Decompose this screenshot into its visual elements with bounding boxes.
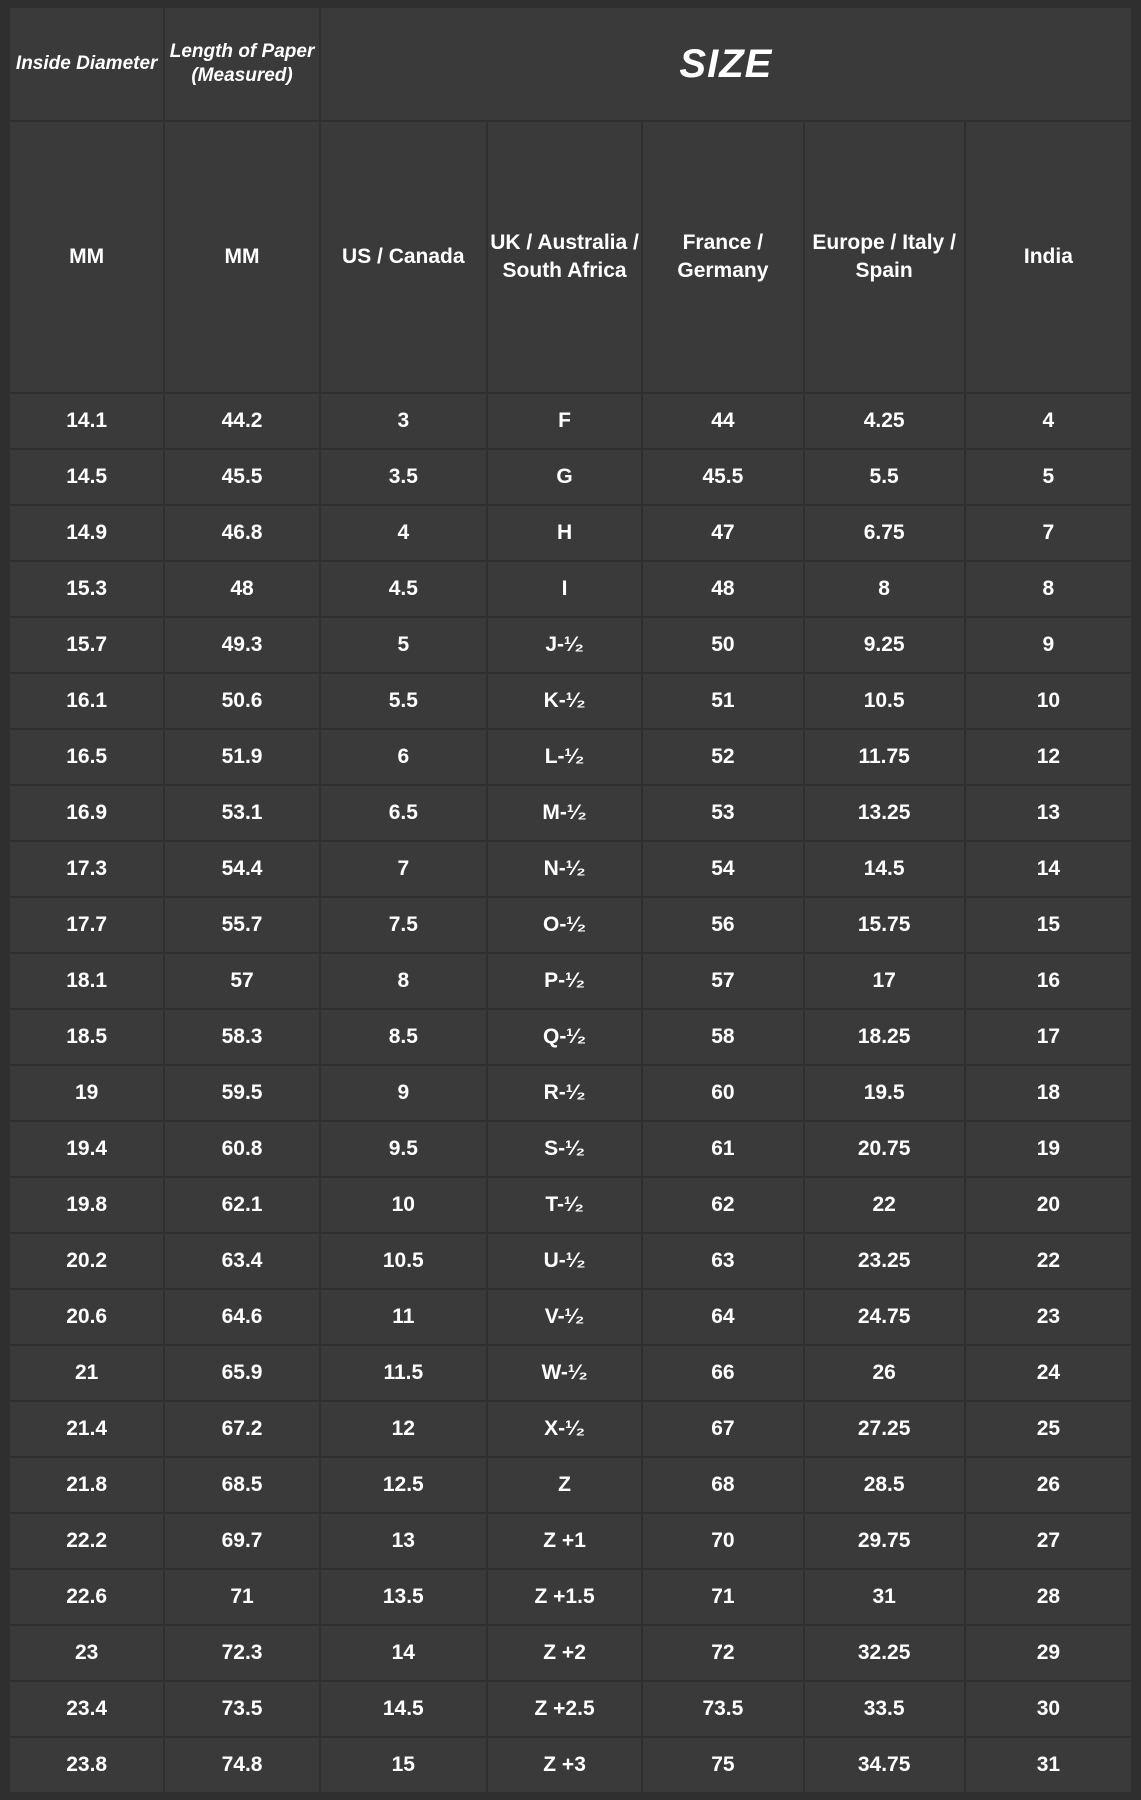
cell-length-of-paper: 72.3 (165, 1626, 318, 1680)
cell-length-of-paper: 48 (165, 562, 318, 616)
cell-inside-diameter: 20.2 (10, 1234, 163, 1288)
cell-length-of-paper: 46.8 (165, 506, 318, 560)
cell-india: 5 (966, 450, 1131, 504)
cell-us-canada: 6 (321, 730, 486, 784)
cell-europe-italy-spain: 32.25 (805, 1626, 964, 1680)
cell-length-of-paper: 60.8 (165, 1122, 318, 1176)
cell-length-of-paper: 63.4 (165, 1234, 318, 1288)
cell-inside-diameter: 16.5 (10, 730, 163, 784)
cell-france-germany: 45.5 (643, 450, 802, 504)
cell-inside-diameter: 14.5 (10, 450, 163, 504)
cell-france-germany: 73.5 (643, 1682, 802, 1736)
cell-uk-australia-south-africa: V-¹⁄₂ (488, 1290, 641, 1344)
cell-us-canada: 14.5 (321, 1682, 486, 1736)
cell-india: 23 (966, 1290, 1131, 1344)
cell-us-canada: 14 (321, 1626, 486, 1680)
cell-france-germany: 47 (643, 506, 802, 560)
table-row (10, 1626, 1131, 1680)
cell-length-of-paper: 57 (165, 954, 318, 1008)
table-row (10, 618, 1131, 672)
cell-india: 13 (966, 786, 1131, 840)
cell-inside-diameter: 19 (10, 1066, 163, 1120)
cell-europe-italy-spain: 24.75 (805, 1290, 964, 1344)
cell-inside-diameter: 18.5 (10, 1010, 163, 1064)
cell-europe-italy-spain: 18.25 (805, 1010, 964, 1064)
cell-us-canada: 3 (321, 394, 486, 448)
table-row (10, 1458, 1131, 1512)
cell-us-canada: 13.5 (321, 1570, 486, 1624)
table-row (10, 450, 1131, 504)
cell-france-germany: 67 (643, 1402, 802, 1456)
table-row (10, 674, 1131, 728)
cell-uk-australia-south-africa: W-¹⁄₂ (488, 1346, 641, 1400)
cell-france-germany: 62 (643, 1178, 802, 1232)
table-row (10, 954, 1131, 1008)
cell-france-germany: 63 (643, 1234, 802, 1288)
cell-us-canada: 4.5 (321, 562, 486, 616)
cell-inside-diameter: 19.4 (10, 1122, 163, 1176)
size-table (8, 6, 1133, 1794)
cell-france-germany: 48 (643, 562, 802, 616)
cell-us-canada: 8 (321, 954, 486, 1008)
table-row (10, 898, 1131, 952)
cell-uk-australia-south-africa: Z +2.5 (488, 1682, 641, 1736)
cell-uk-australia-south-africa: Z +1.5 (488, 1570, 641, 1624)
cell-uk-australia-south-africa: Z +1 (488, 1514, 641, 1568)
header-unit-us-canada: US / Canada (321, 122, 486, 392)
cell-europe-italy-spain: 13.25 (805, 786, 964, 840)
cell-india: 18 (966, 1066, 1131, 1120)
table-row (10, 730, 1131, 784)
cell-europe-italy-spain: 8 (805, 562, 964, 616)
table-row (10, 1290, 1131, 1344)
table-row (10, 1010, 1131, 1064)
cell-uk-australia-south-africa: H (488, 506, 641, 560)
table-row (10, 562, 1131, 616)
cell-inside-diameter: 22.6 (10, 1570, 163, 1624)
cell-uk-australia-south-africa: J-¹⁄₂ (488, 618, 641, 672)
table-body (10, 394, 1131, 1792)
cell-inside-diameter: 16.1 (10, 674, 163, 728)
cell-inside-diameter: 14.1 (10, 394, 163, 448)
cell-india: 26 (966, 1458, 1131, 1512)
cell-europe-italy-spain: 31 (805, 1570, 964, 1624)
cell-france-germany: 51 (643, 674, 802, 728)
cell-india: 7 (966, 506, 1131, 560)
cell-india: 10 (966, 674, 1131, 728)
cell-inside-diameter: 14.9 (10, 506, 163, 560)
header-unit-uk-australia-south-africa: UK / Australia / South Africa (488, 122, 641, 392)
cell-uk-australia-south-africa: I (488, 562, 641, 616)
cell-france-germany: 50 (643, 618, 802, 672)
cell-france-germany: 68 (643, 1458, 802, 1512)
cell-length-of-paper: 50.6 (165, 674, 318, 728)
cell-uk-australia-south-africa: F (488, 394, 641, 448)
cell-uk-australia-south-africa: P-¹⁄₂ (488, 954, 641, 1008)
cell-europe-italy-spain: 14.5 (805, 842, 964, 896)
cell-inside-diameter: 18.1 (10, 954, 163, 1008)
cell-inside-diameter: 22.2 (10, 1514, 163, 1568)
header-size-title: SIZE (321, 8, 1131, 120)
cell-europe-italy-spain: 11.75 (805, 730, 964, 784)
cell-inside-diameter: 21.8 (10, 1458, 163, 1512)
cell-india: 14 (966, 842, 1131, 896)
cell-europe-italy-spain: 9.25 (805, 618, 964, 672)
cell-length-of-paper: 54.4 (165, 842, 318, 896)
cell-length-of-paper: 67.2 (165, 1402, 318, 1456)
header-unit-mm-diameter: MM (10, 122, 163, 392)
cell-europe-italy-spain: 4.25 (805, 394, 964, 448)
table-row (10, 1122, 1131, 1176)
cell-length-of-paper: 58.3 (165, 1010, 318, 1064)
cell-uk-australia-south-africa: T-¹⁄₂ (488, 1178, 641, 1232)
cell-france-germany: 58 (643, 1010, 802, 1064)
cell-france-germany: 66 (643, 1346, 802, 1400)
table-row (10, 1570, 1131, 1624)
cell-india: 29 (966, 1626, 1131, 1680)
cell-inside-diameter: 17.7 (10, 898, 163, 952)
cell-europe-italy-spain: 5.5 (805, 450, 964, 504)
cell-uk-australia-south-africa: O-¹⁄₂ (488, 898, 641, 952)
header-inside-diameter: Inside Diameter (10, 8, 163, 120)
cell-france-germany: 71 (643, 1570, 802, 1624)
cell-india: 24 (966, 1346, 1131, 1400)
cell-length-of-paper: 65.9 (165, 1346, 318, 1400)
cell-france-germany: 72 (643, 1626, 802, 1680)
table-row (10, 1738, 1131, 1792)
table-row (10, 1234, 1131, 1288)
table-row (10, 1178, 1131, 1232)
cell-length-of-paper: 62.1 (165, 1178, 318, 1232)
cell-france-germany: 61 (643, 1122, 802, 1176)
cell-europe-italy-spain: 17 (805, 954, 964, 1008)
header-unit-mm-paper: MM (165, 122, 318, 392)
cell-india: 20 (966, 1178, 1131, 1232)
cell-inside-diameter: 19.8 (10, 1178, 163, 1232)
cell-india: 9 (966, 618, 1131, 672)
cell-length-of-paper: 68.5 (165, 1458, 318, 1512)
table-row (10, 1682, 1131, 1736)
cell-length-of-paper: 59.5 (165, 1066, 318, 1120)
cell-uk-australia-south-africa: G (488, 450, 641, 504)
cell-europe-italy-spain: 23.25 (805, 1234, 964, 1288)
cell-europe-italy-spain: 29.75 (805, 1514, 964, 1568)
cell-inside-diameter: 17.3 (10, 842, 163, 896)
cell-uk-australia-south-africa: L-¹⁄₂ (488, 730, 641, 784)
cell-us-canada: 5 (321, 618, 486, 672)
cell-length-of-paper: 74.8 (165, 1738, 318, 1792)
cell-us-canada: 12.5 (321, 1458, 486, 1512)
table-row (10, 1066, 1131, 1120)
cell-inside-diameter: 21.4 (10, 1402, 163, 1456)
cell-us-canada: 5.5 (321, 674, 486, 728)
table-row (10, 1514, 1131, 1568)
cell-uk-australia-south-africa: Z +3 (488, 1738, 641, 1792)
cell-europe-italy-spain: 19.5 (805, 1066, 964, 1120)
cell-india: 27 (966, 1514, 1131, 1568)
cell-france-germany: 52 (643, 730, 802, 784)
cell-inside-diameter: 23.8 (10, 1738, 163, 1792)
cell-india: 17 (966, 1010, 1131, 1064)
cell-length-of-paper: 45.5 (165, 450, 318, 504)
cell-uk-australia-south-africa: Z +2 (488, 1626, 641, 1680)
cell-us-canada: 10.5 (321, 1234, 486, 1288)
cell-uk-australia-south-africa: Q-¹⁄₂ (488, 1010, 641, 1064)
cell-india: 12 (966, 730, 1131, 784)
cell-india: 19 (966, 1122, 1131, 1176)
cell-france-germany: 56 (643, 898, 802, 952)
cell-inside-diameter: 23.4 (10, 1682, 163, 1736)
cell-uk-australia-south-africa: M-¹⁄₂ (488, 786, 641, 840)
cell-inside-diameter: 20.6 (10, 1290, 163, 1344)
cell-us-canada: 15 (321, 1738, 486, 1792)
cell-india: 22 (966, 1234, 1131, 1288)
cell-length-of-paper: 64.6 (165, 1290, 318, 1344)
cell-france-germany: 57 (643, 954, 802, 1008)
cell-europe-italy-spain: 27.25 (805, 1402, 964, 1456)
header-unit-france-germany: France / Germany (643, 122, 802, 392)
cell-us-canada: 9.5 (321, 1122, 486, 1176)
cell-uk-australia-south-africa: X-¹⁄₂ (488, 1402, 641, 1456)
cell-length-of-paper: 49.3 (165, 618, 318, 672)
cell-us-canada: 7.5 (321, 898, 486, 952)
cell-length-of-paper: 69.7 (165, 1514, 318, 1568)
cell-europe-italy-spain: 34.75 (805, 1738, 964, 1792)
cell-uk-australia-south-africa: U-¹⁄₂ (488, 1234, 641, 1288)
cell-length-of-paper: 51.9 (165, 730, 318, 784)
cell-europe-italy-spain: 6.75 (805, 506, 964, 560)
cell-length-of-paper: 53.1 (165, 786, 318, 840)
cell-length-of-paper: 44.2 (165, 394, 318, 448)
cell-length-of-paper: 55.7 (165, 898, 318, 952)
cell-inside-diameter: 23 (10, 1626, 163, 1680)
cell-us-canada: 3.5 (321, 450, 486, 504)
cell-uk-australia-south-africa: R-¹⁄₂ (488, 1066, 641, 1120)
cell-us-canada: 8.5 (321, 1010, 486, 1064)
cell-europe-italy-spain: 10.5 (805, 674, 964, 728)
table-row (10, 786, 1131, 840)
cell-length-of-paper: 73.5 (165, 1682, 318, 1736)
cell-india: 31 (966, 1738, 1131, 1792)
cell-us-canada: 4 (321, 506, 486, 560)
table-row (10, 1346, 1131, 1400)
cell-europe-italy-spain: 15.75 (805, 898, 964, 952)
cell-europe-italy-spain: 26 (805, 1346, 964, 1400)
table-row (10, 842, 1131, 896)
cell-us-canada: 6.5 (321, 786, 486, 840)
cell-us-canada: 9 (321, 1066, 486, 1120)
header-row-top (10, 8, 1131, 120)
cell-uk-australia-south-africa: Z (488, 1458, 641, 1512)
cell-india: 30 (966, 1682, 1131, 1736)
cell-india: 28 (966, 1570, 1131, 1624)
header-row-units (10, 122, 1131, 392)
cell-france-germany: 70 (643, 1514, 802, 1568)
cell-france-germany: 53 (643, 786, 802, 840)
cell-us-canada: 11 (321, 1290, 486, 1344)
cell-us-canada: 7 (321, 842, 486, 896)
cell-inside-diameter: 15.7 (10, 618, 163, 672)
cell-us-canada: 12 (321, 1402, 486, 1456)
cell-europe-italy-spain: 33.5 (805, 1682, 964, 1736)
cell-india: 8 (966, 562, 1131, 616)
table-header (10, 8, 1131, 392)
cell-india: 16 (966, 954, 1131, 1008)
cell-france-germany: 54 (643, 842, 802, 896)
cell-india: 25 (966, 1402, 1131, 1456)
cell-europe-italy-spain: 28.5 (805, 1458, 964, 1512)
cell-inside-diameter: 15.3 (10, 562, 163, 616)
table-row (10, 506, 1131, 560)
cell-india: 4 (966, 394, 1131, 448)
cell-france-germany: 64 (643, 1290, 802, 1344)
table-row (10, 394, 1131, 448)
table-row (10, 1402, 1131, 1456)
cell-europe-italy-spain: 22 (805, 1178, 964, 1232)
cell-france-germany: 44 (643, 394, 802, 448)
cell-europe-italy-spain: 20.75 (805, 1122, 964, 1176)
cell-uk-australia-south-africa: K-¹⁄₂ (488, 674, 641, 728)
cell-length-of-paper: 71 (165, 1570, 318, 1624)
cell-uk-australia-south-africa: S-¹⁄₂ (488, 1122, 641, 1176)
header-unit-india: India (966, 122, 1131, 392)
cell-us-canada: 10 (321, 1178, 486, 1232)
cell-us-canada: 11.5 (321, 1346, 486, 1400)
cell-france-germany: 75 (643, 1738, 802, 1792)
cell-inside-diameter: 16.9 (10, 786, 163, 840)
cell-france-germany: 60 (643, 1066, 802, 1120)
cell-india: 15 (966, 898, 1131, 952)
header-unit-europe-italy-spain: Europe / Italy / Spain (805, 122, 964, 392)
cell-uk-australia-south-africa: N-¹⁄₂ (488, 842, 641, 896)
cell-us-canada: 13 (321, 1514, 486, 1568)
header-length-of-paper: Length of Paper (Measured) (165, 8, 318, 120)
cell-inside-diameter: 21 (10, 1346, 163, 1400)
